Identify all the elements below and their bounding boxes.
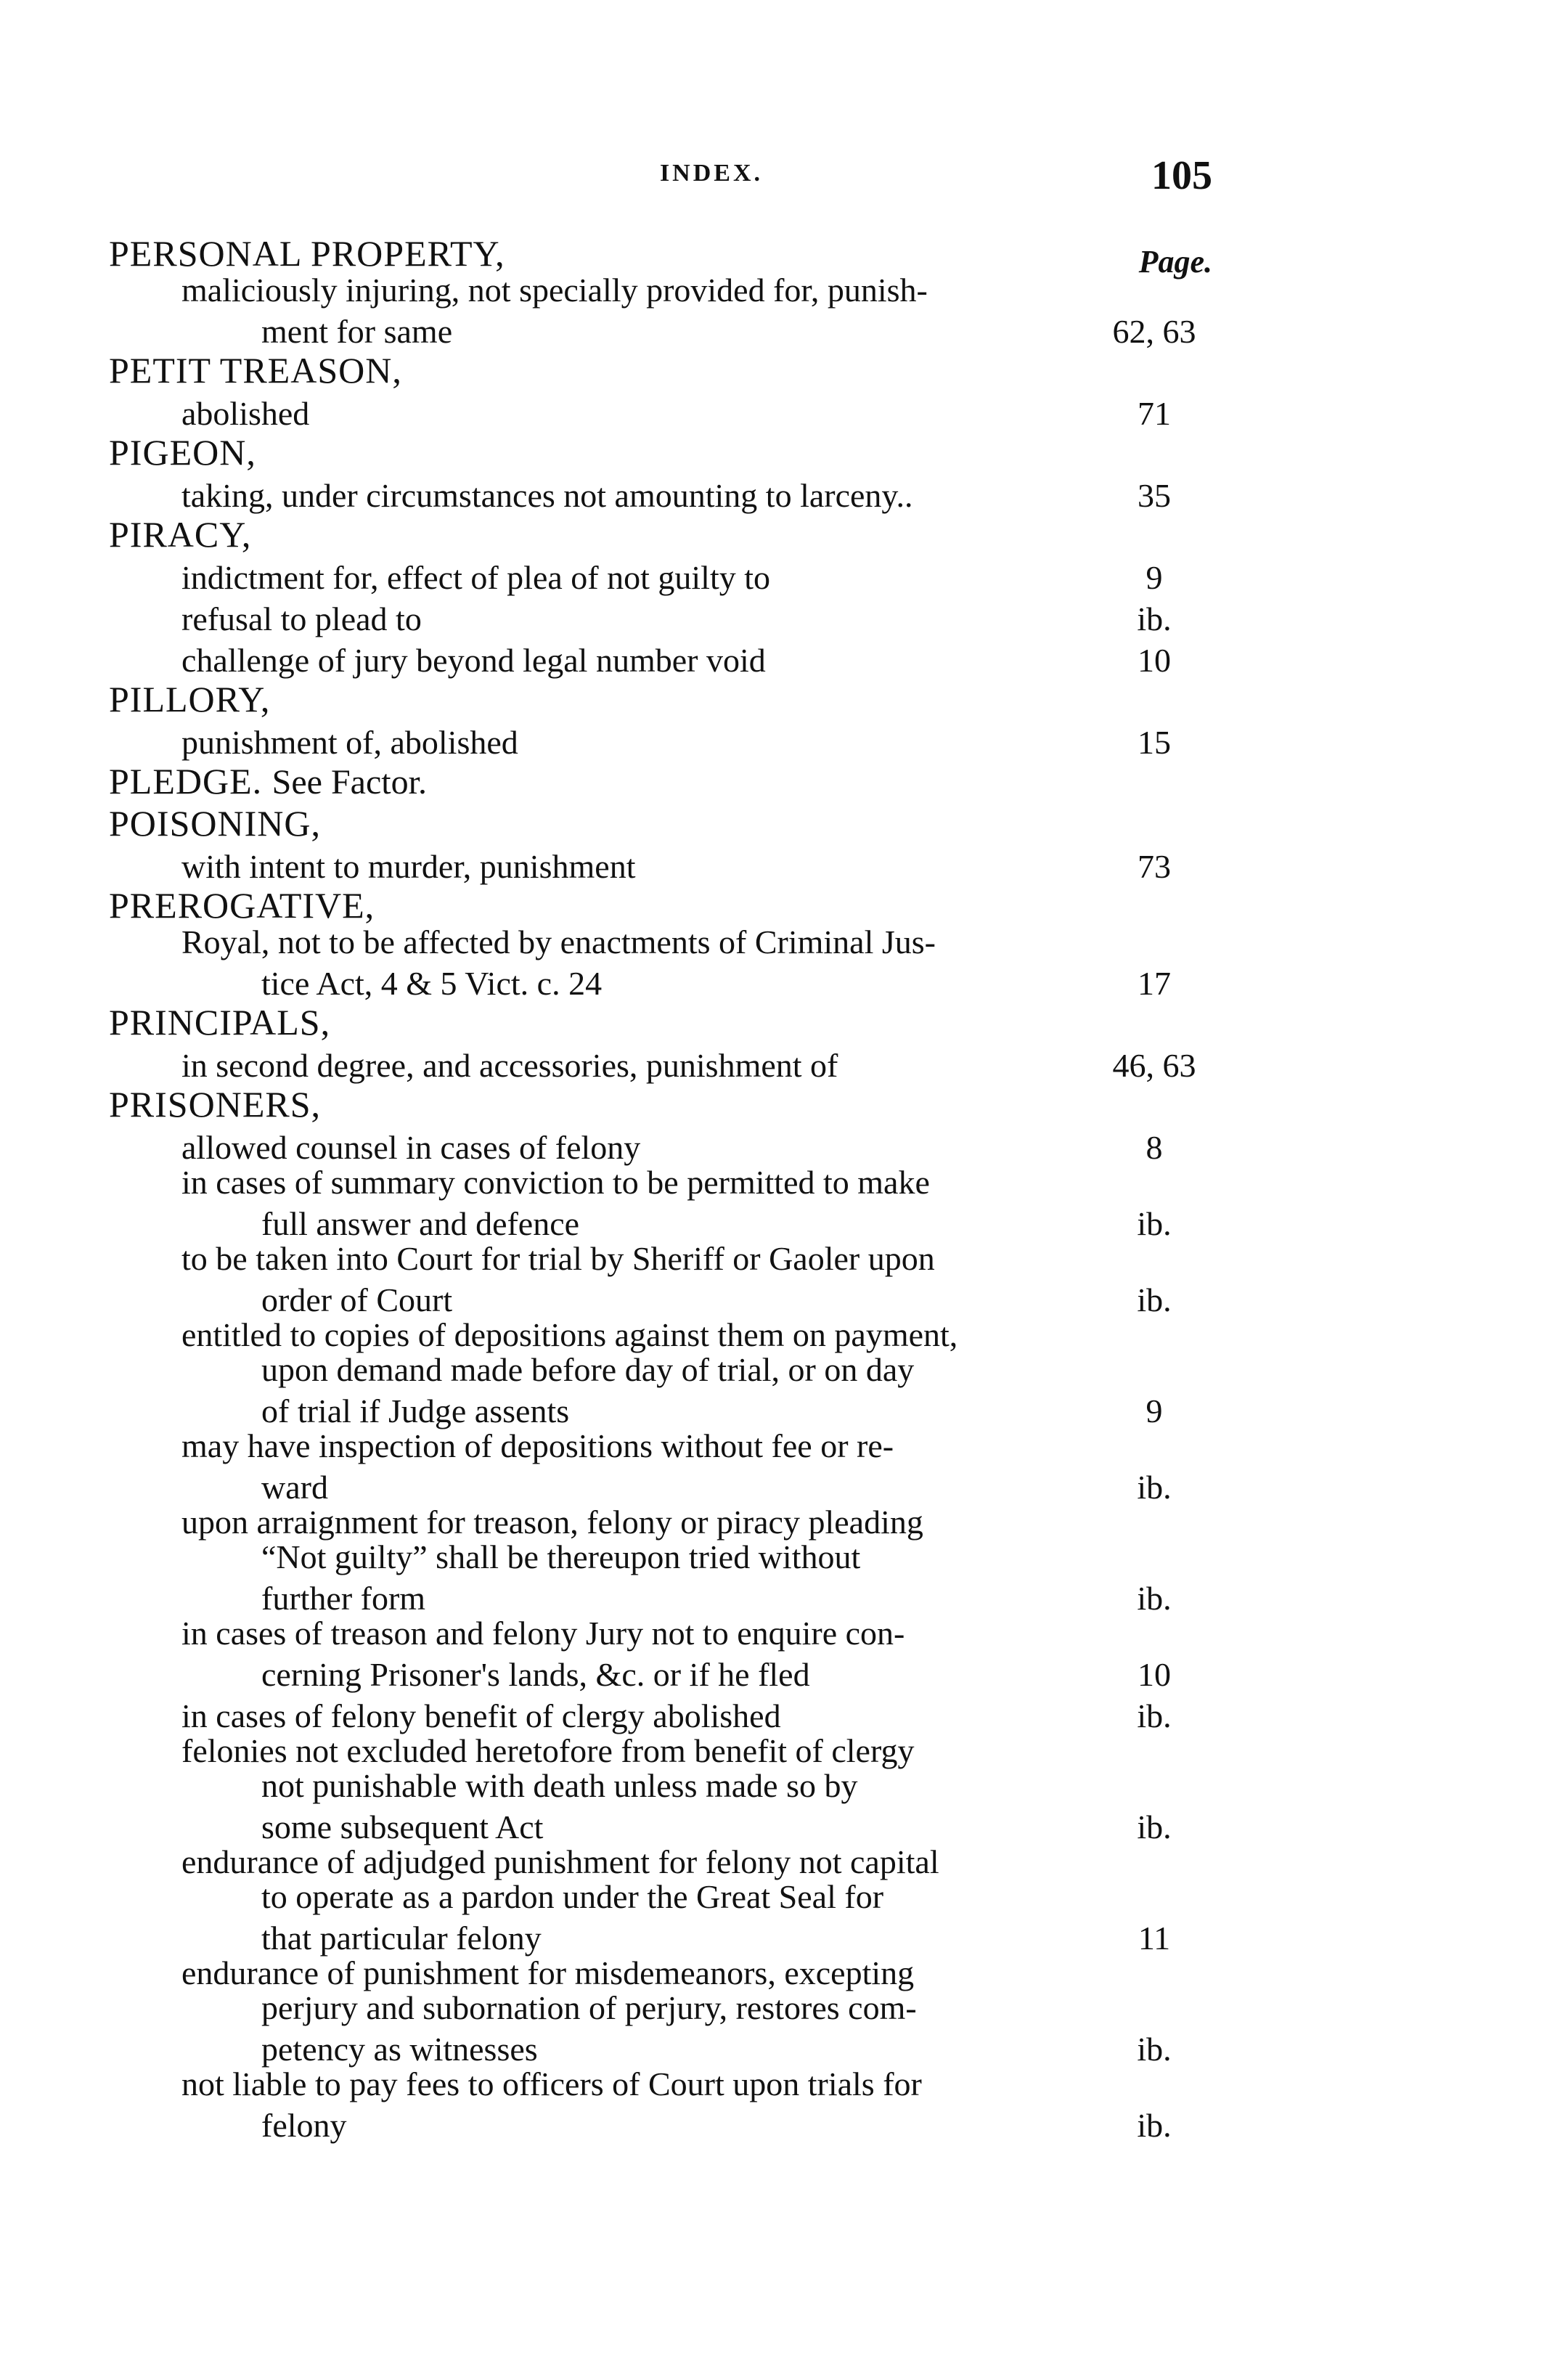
index-subentry [109, 1956, 1227, 2067]
heading-term: PERSONAL PROPERTY, [109, 233, 505, 274]
index-body [109, 232, 1227, 2143]
subentry-continuation: ward [261, 1469, 328, 1506]
index-subentry [109, 1429, 1227, 1505]
subentry-text: abolished [181, 395, 310, 432]
subentry-continuation: some subsequent Act [261, 1808, 544, 1845]
subentry-continuation: full answer and defence [261, 1205, 580, 1242]
page-reference: 10 [1138, 642, 1171, 679]
index-subentry [109, 595, 1227, 637]
page-reference: ib. [1137, 600, 1172, 637]
index-heading [109, 433, 1227, 472]
subentry-continuation: cerning Prisoner's lands, &c. or if he fled [261, 1656, 810, 1693]
subentry-continuation: felony [261, 2107, 347, 2144]
page-reference: 10 [1138, 1656, 1171, 1693]
page-reference: 11 [1138, 1920, 1171, 1957]
heading-term: PRISONERS, [109, 1084, 322, 1125]
subentry-continuation: tice Act, 4 & 5 Vict. c. 24 [261, 965, 603, 1002]
subentry-text: punishment of, abolished [181, 724, 518, 761]
page-reference: 17 [1138, 965, 1171, 1002]
subentry-text: in cases of treason and felony Jury not to enquire con- [181, 1615, 905, 1652]
subentry-text: Royal, not to be affected by enactments of Criminal Jus- [181, 923, 936, 960]
page-reference: 46, 63 [1112, 1047, 1196, 1084]
index-heading [109, 680, 1227, 719]
heading-cross-reference: See Factor. [271, 763, 427, 801]
index-subentry [109, 1124, 1227, 1165]
heading-term: PILLORY, [109, 679, 271, 719]
subentry-text: to be taken into Court for trial by Sheriff or Gaoler upon [181, 1240, 935, 1277]
subentry-text: allowed counsel in cases of felony [181, 1129, 641, 1166]
index-heading [109, 351, 1227, 390]
subentry-continuation: “Not guilty” shall be thereupon tried without [261, 1538, 861, 1575]
page-reference: 9 [1146, 559, 1163, 596]
index-heading [109, 234, 1227, 273]
page-reference: 62, 63 [1112, 313, 1196, 350]
subentry-continuation: that particular felony [261, 1920, 542, 1957]
subentry-continuation: perjury and subornation of perjury, restores com- [261, 1989, 917, 2026]
subentry-continuation: ment for same [261, 313, 453, 350]
index-subentry [109, 1734, 1227, 1845]
page-reference: 71 [1138, 395, 1171, 432]
page-reference: ib. [1137, 2107, 1172, 2144]
index-subentry [109, 273, 1227, 349]
index-subentry [109, 1616, 1227, 1692]
heading-term: PLEDGE. [109, 761, 263, 801]
subentry-text: in cases of summary conviction to be permitted to make [181, 1164, 930, 1201]
heading-term: POISONING, [109, 803, 321, 844]
page-reference: ib. [1137, 1469, 1172, 1506]
index-subentry [109, 1241, 1227, 1318]
page-reference: ib. [1137, 1205, 1172, 1242]
subentry-continuation: further form [261, 1580, 426, 1617]
page-reference: ib. [1137, 1697, 1172, 1734]
subentry-text: not liable to pay fees to officers of Court upon trials for [181, 2065, 922, 2102]
index-heading [109, 1003, 1227, 1042]
running-title: INDEX. [659, 160, 764, 187]
index-subentry [109, 1042, 1227, 1083]
index-subentry [109, 554, 1227, 595]
subentry-text: may have inspection of depositions without fee or re- [181, 1427, 894, 1464]
subentry-continuation: to operate as a pardon under the Great Seal for [261, 1878, 884, 1915]
index-heading [109, 804, 1227, 843]
index-heading [109, 762, 1227, 802]
page-number: 105 [1151, 153, 1212, 198]
heading-term: PRINCIPALS, [109, 1002, 331, 1043]
subentry-text: maliciously injuring, not specially provided for, punish- [181, 272, 928, 309]
page-reference: ib. [1137, 1281, 1172, 1318]
page-reference: 35 [1138, 477, 1171, 514]
page-reference: ib. [1137, 1580, 1172, 1617]
subentry-text: refusal to plead to [181, 600, 422, 637]
subentry-continuation: upon demand made before day of trial, or on day [261, 1351, 915, 1388]
page-column-label: Page. [1138, 244, 1212, 280]
index-subentry [109, 390, 1227, 431]
heading-term: PIRACY, [109, 514, 252, 555]
page-reference: 9 [1146, 1392, 1163, 1429]
page-reference: ib. [1137, 2031, 1172, 2068]
subentry-continuation: not punishable with death unless made so by [261, 1767, 858, 1804]
index-subentry [109, 925, 1227, 1001]
index-subentry [109, 1692, 1227, 1734]
index-subentry [109, 1845, 1227, 1956]
subentry-text: with intent to murder, punishment [181, 848, 636, 885]
index-subentry [109, 2067, 1227, 2143]
subentry-text: in second degree, and accessories, punishment of [181, 1047, 838, 1084]
page-reference: 73 [1138, 848, 1171, 885]
page-reference: 8 [1146, 1129, 1163, 1166]
index-subentry [109, 1318, 1227, 1429]
heading-term: PREROGATIVE, [109, 885, 375, 926]
subentry-continuation: petency as witnesses [261, 2031, 538, 2068]
subentry-text: challenge of jury beyond legal number void [181, 642, 766, 679]
subentry-text: endurance of adjudged punishment for felony not capital [181, 1843, 939, 1880]
subentry-text: entitled to copies of depositions against them on payment, [181, 1316, 958, 1353]
index-subentry [109, 843, 1227, 884]
subentry-continuation: order of Court [261, 1281, 453, 1318]
index-heading [109, 1085, 1227, 1124]
subentry-continuation: of trial if Judge assents [261, 1392, 570, 1429]
subentry-text: in cases of felony benefit of clergy abolished [181, 1697, 781, 1734]
index-subentry [109, 719, 1227, 760]
heading-term: PIGEON, [109, 432, 256, 473]
subentry-text: felonies not excluded heretofore from benefit of clergy [181, 1732, 915, 1769]
page-reference: 15 [1138, 724, 1171, 761]
index-subentry [109, 1505, 1227, 1616]
subentry-text: taking, under circumstances not amounting to larceny.. [181, 477, 913, 514]
subentry-text: upon arraignment for treason, felony or piracy pleading [181, 1504, 923, 1541]
page-reference: ib. [1137, 1808, 1172, 1845]
index-subentry [109, 472, 1227, 513]
index-heading [109, 515, 1227, 554]
subentry-text: indictment for, effect of plea of not guilty to [181, 559, 771, 596]
index-subentry [109, 1165, 1227, 1241]
index-subentry [109, 637, 1227, 678]
index-heading [109, 886, 1227, 925]
heading-term: PETIT TREASON, [109, 350, 402, 391]
subentry-text: endurance of punishment for misdemeanors, excepting [181, 1954, 915, 1991]
